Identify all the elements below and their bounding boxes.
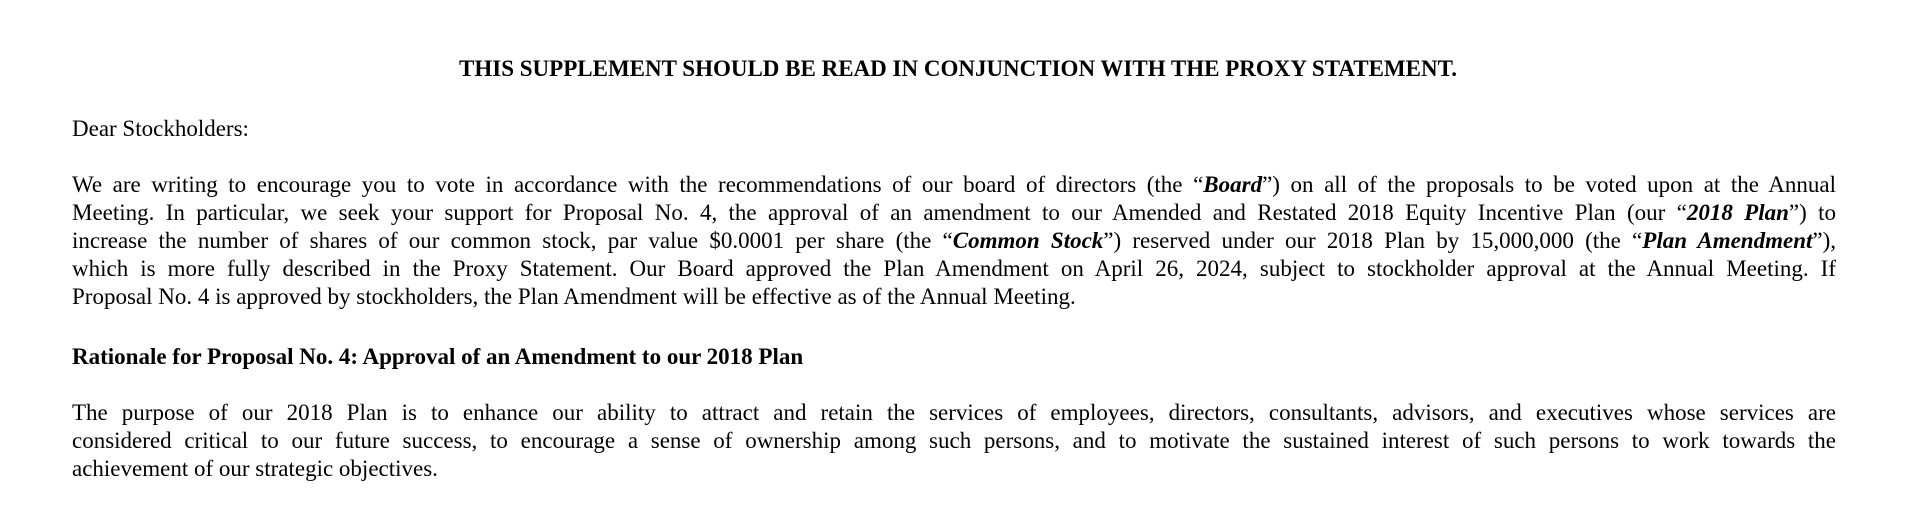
intro-line-4: which is more fully described in the Proxy Statement. Our Board approved the Plan Amendment on April 26, 2024, subject to stockholder approval at the Annual Meeting. If (72, 256, 1836, 281)
defined-term-common-stock: Common Stock (952, 228, 1104, 253)
intro-line-1: We are writing to encourage you to vote in accordance with the recommendations of our board of directors (the “Board”) on all of the proposals to be voted upon at the Annual (72, 172, 1836, 197)
defined-term-plan-amendment: Plan Amendment (1642, 228, 1813, 253)
defined-term-2018-plan: 2018 Plan (1686, 200, 1789, 225)
document-heading: THIS SUPPLEMENT SHOULD BE READ IN CONJUNCTION WITH THE PROXY STATEMENT. (459, 56, 1457, 81)
intro-line-5: Proposal No. 4 is approved by stockholders, the Plan Amendment will be effective as of the Annual Meeting. (72, 284, 1076, 309)
salutation: Dear Stockholders: (72, 116, 249, 141)
intro-line-3: increase the number of shares of our common stock, par value $0.0001 per share (the “Common Stock”) reserved under our 2018 Plan by 15,000,000 (the “Plan Amendment”), (72, 228, 1836, 253)
intro-line-2: Meeting. In particular, we seek your support for Proposal No. 4, the approval of an amendment to our Amended and Restated 2018 Equity Incentive Plan (our “2018 Plan”) to (72, 200, 1836, 225)
section-subheading: Rationale for Proposal No. 4: Approval of an Amendment to our 2018 Plan (72, 344, 804, 369)
rationale-line-3: achievement of our strategic objectives. (72, 456, 438, 481)
rationale-line-2: considered critical to our future success, to encourage a sense of ownership among such persons, and to motivate the sustained interest of such persons to work towards the (72, 428, 1836, 453)
defined-term-board: Board (1203, 172, 1263, 197)
rationale-line-1: The purpose of our 2018 Plan is to enhance our ability to attract and retain the services of employees, directors, consultants, advisors, and executives whose services are (72, 400, 1836, 425)
intro-paragraph (72, 171, 1836, 311)
rationale-paragraph (72, 399, 1836, 483)
